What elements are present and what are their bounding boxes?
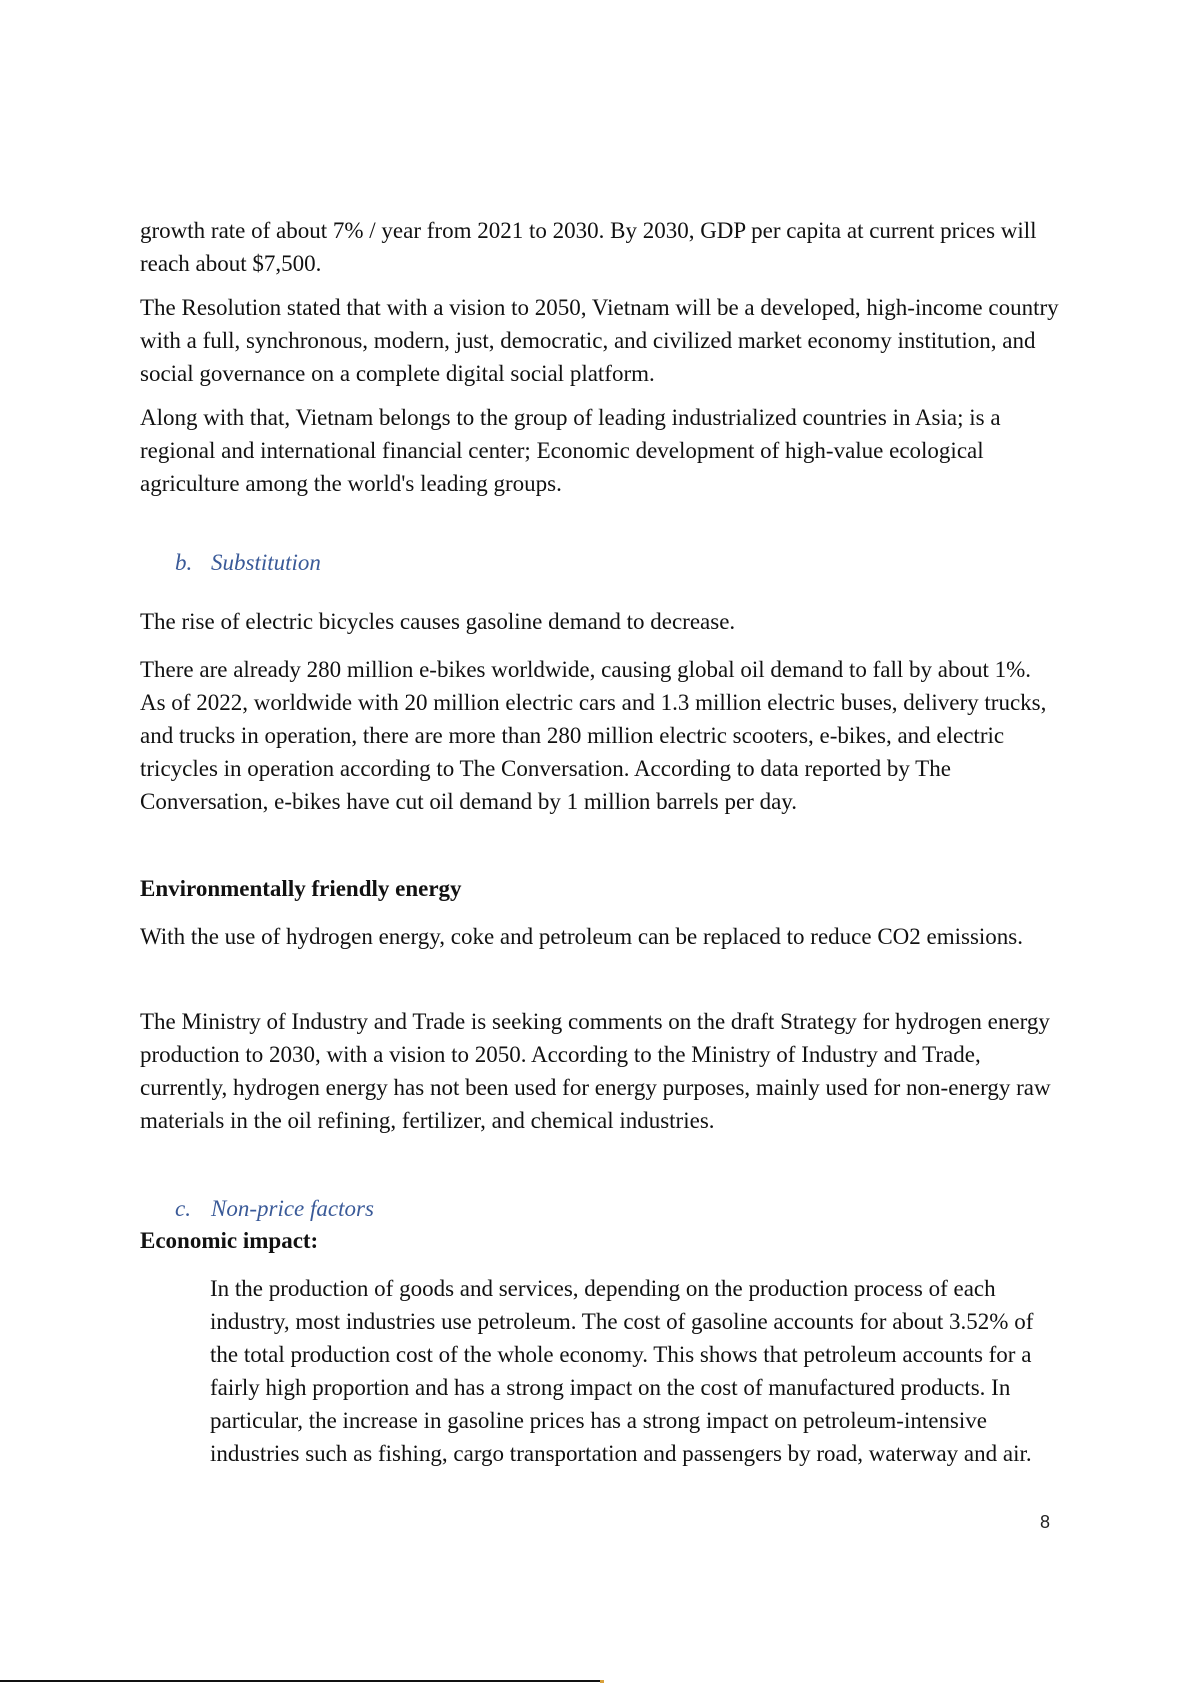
- paragraph-ministry-hydrogen: The Ministry of Industry and Trade is seeking comments on the draft Strategy for hydrogen energy production to 2030, with a vision to 2050. According to the Ministry of Industry and Trade, currently, hydrogen energy has not been used for energy purposes, mainly used for non-energy raw materials in the oil refining, fertilizer, and chemical industries.: [140, 1009, 1051, 1133]
- heading-environmentally-friendly-energy: Environmentally friendly energy: [140, 876, 462, 901]
- heading-non-price-label: Non-price factors: [211, 1196, 374, 1221]
- paragraph-petroleum-cost: In the production of goods and services, depending on the production process of each industry, most industries use petroleum. The cost of gasoline accounts for about 3.52% of the total production cost of the whole economy. This shows that petroleum accounts for a fairly high proportion and has a strong impact on the cost of manufactured products. In particular, the increase in gasoline prices has a strong impact on petroleum-intensive industries such as fishing, cargo transportation and passengers by road, waterway and air.: [210, 1276, 1034, 1466]
- footer-marker: [600, 1680, 604, 1683]
- page-number: 8: [1040, 1512, 1051, 1532]
- footer-divider: [0, 1680, 600, 1682]
- heading-substitution-label: Substitution: [211, 550, 321, 575]
- heading-non-price-factors: [175, 1192, 374, 1225]
- paragraph-hydrogen-co2: With the use of hydrogen energy, coke and petroleum can be replaced to reduce CO2 emissions.: [140, 924, 1024, 949]
- paragraph-gdp-growth: growth rate of about 7% / year from 2021 to 2030. By 2030, GDP per capita at current prices will reach about $7,500.: [140, 218, 1037, 276]
- heading-economic-impact: Economic impact:: [140, 1228, 319, 1253]
- paragraph-resolution-vision: The Resolution stated that with a vision to 2050, Vietnam will be a developed, high-income country with a full, synchronous, modern, just, democratic, and civilized market economy institution, and social governance on a complete digital social platform.: [140, 295, 1059, 386]
- paragraph-electric-bicycles: The rise of electric bicycles causes gasoline demand to decrease.: [140, 609, 736, 634]
- heading-substitution-number: b.: [175, 550, 193, 575]
- heading-substitution: [175, 546, 321, 579]
- paragraph-ebikes-stats: There are already 280 million e-bikes worldwide, causing global oil demand to fall by about 1%. As of 2022, worldwide with 20 million electric cars and 1.3 million electric buses, delivery trucks, and trucks in operation, there are more than 280 million electric scooters, e-bikes, and electric tricycles in operation according to The Conversation. According to data reported by The Conversation, e-bikes have cut oil demand by 1 million barrels per day.: [140, 657, 1047, 814]
- paragraph-industrialized-asia: Along with that, Vietnam belongs to the group of leading industrialized countries in Asia; is a regional and international financial center; Economic development of high-value ecological agriculture among the world's leading groups.: [140, 405, 1001, 496]
- heading-non-price-number: c.: [175, 1196, 191, 1221]
